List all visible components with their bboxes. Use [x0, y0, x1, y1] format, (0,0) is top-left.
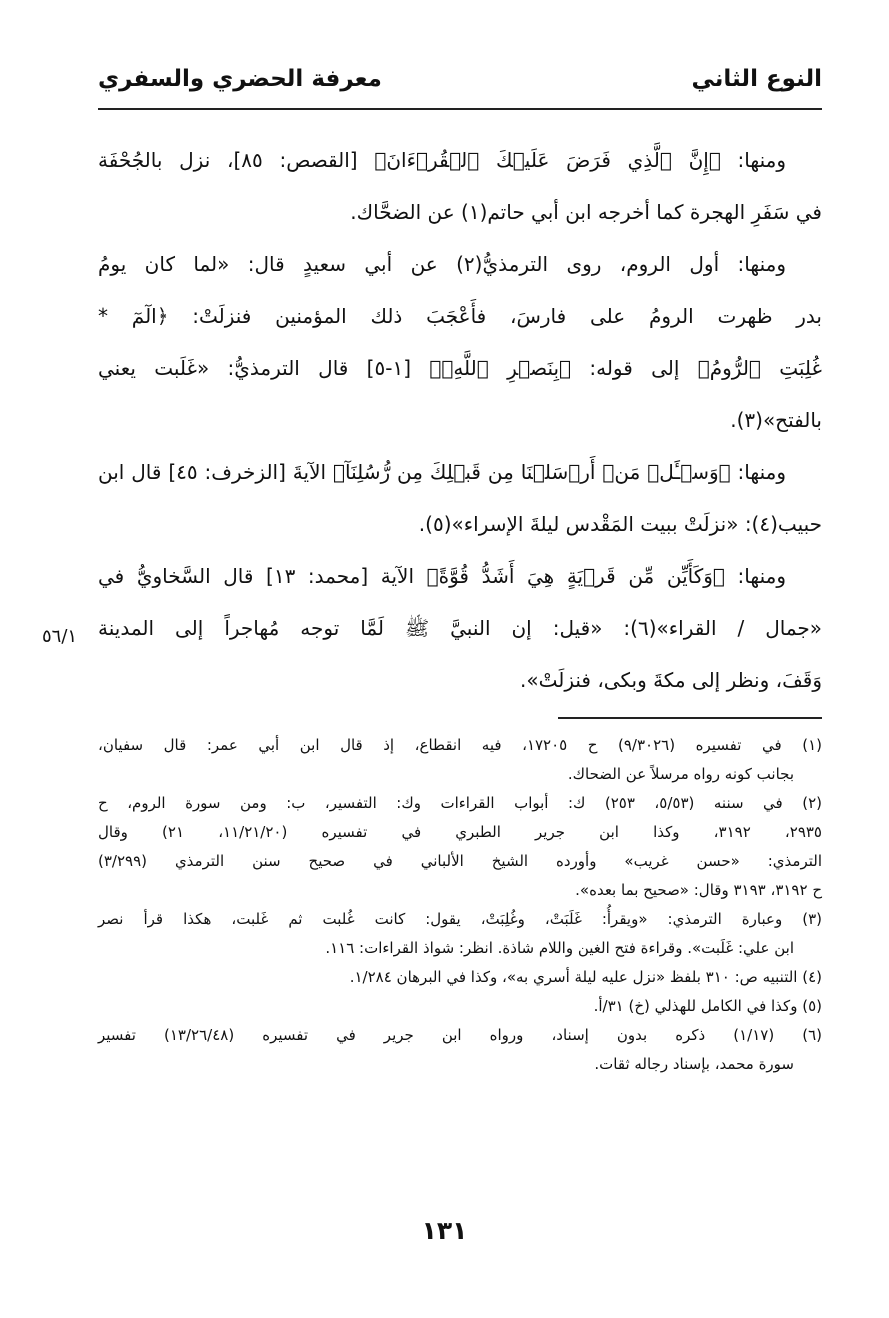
margin-reference: ٥٦/١	[42, 626, 78, 647]
footnote-line: (٥) وكذا في الكامل للهذلي (خ) ٣١/أ.	[593, 997, 822, 1015]
footnote-line: (١) في تفسيره (٩/٣٠٢٦) ح ١٧٢٠٥، فيه انقطاع، إذ قال ابن أبي عمر: قال سفيان،	[98, 736, 822, 754]
main-text	[98, 134, 822, 706]
body-line: وَقَفَ، ونظر إلى مكةَ وبكى، فنزلَتْ».	[520, 668, 822, 692]
body-line: «جمال / القراء»(٦): «قيل: إن النبيَّ ﷺ لَمَّا توجه مُهاجراً إلى المدينة	[98, 616, 822, 640]
body-line: بدر ظهرت الرومُ على فارسَ، فأَعْجَبَ ذلك المؤمنين فنزلَتْ: ﴿الٓمٓ *	[98, 304, 822, 328]
footnote-line: ٢٩٣٥، ٣١٩٢، وكذا ابن جرير الطبري في تفسيره (١١/٢١/٢٠، ٢١) وقال	[98, 823, 822, 841]
body-line: بالفتح»(٣).	[730, 408, 822, 432]
body-line: في سَفَرِ الهجرة كما أخرجه ابن أبي حاتم(١) عن الضحَّاك.	[350, 200, 822, 224]
body-line: ومنها: ﴿وَكَأَيِّن مِّن قَرۡيَةٍ هِيَ أَشَدُّ قُوَّةً﴾ الآية [محمد: ١٣] قال السَّخاويُّ في	[98, 564, 786, 588]
footnote-line: سورة محمد، بإسناد رجاله ثقات.	[594, 1055, 794, 1073]
page-number: ١٣١	[421, 1216, 468, 1245]
footnote-line: (٣) وعبارة الترمذي: «ويقرأُ: غَلَبَتْ، وغُلِبَتْ، يقول: كانت غُلبت ثم غَلبت، هكذا قرأ نصر	[98, 910, 822, 928]
running-header	[98, 66, 822, 108]
footnote-line: ابن علي: غَلَبت». وقراءة فتح الغين واللام شاذة. انظر: شواذ القراءات: ١١٦.	[325, 939, 794, 957]
header-divider	[98, 108, 822, 110]
body-line: ومنها: ﴿وَسۡـَٔلۡ مَنۡ أَرۡسَلۡنَا مِن قَبۡلِكَ مِن رُّسُلِنَآ﴾ الآيةَ [الزخرف: ٤٥] قال ابن	[98, 460, 786, 484]
body-line: غُلِبَتِ ٱلرُّومُ﴾ إلى قوله: ﴿بِنَصۡرِ ٱللَّهِۚ﴾ [١-٥] قال الترمذيُّ: «غَلَبت يعني	[98, 356, 823, 380]
footnote-line: ح ٣١٩٢، ٣١٩٣ وقال: «صحيح بما بعده».	[575, 881, 822, 899]
footnote-line: الترمذي: «حسن غريب» وأورده الشيخ الألباني في صحيح سنن الترمذي (٣/٢٩٩)	[98, 852, 822, 870]
body-line: حبيب(٤): «نزلَتْ ببيت المَقْدس ليلةَ الإسراء»(٥).	[418, 512, 822, 536]
header-chapter-title: النوع الثاني	[691, 66, 822, 92]
footnote-line: بجانب كونه رواه مرسلاً عن الضحاك.	[567, 765, 794, 783]
footnote-line: (٤) التنبيه ص: ٣١٠ بلفظ «نزل عليه ليلة أسري به»، وكذا في البرهان ١/٢٨٤.	[349, 968, 822, 986]
footnote-line: (٢) في سننه (٥/٥٣، ٢٥٣) ك: أبواب القراءات وك: التفسير، ب: ومن سورة الروم، ح	[98, 794, 823, 812]
footnotes	[98, 731, 822, 1079]
body-line: ومنها: ﴿إِنَّ ٱلَّذِي فَرَضَ عَلَيۡكَ ٱلۡقُرۡءَانَ﴾ [القصص: ٨٥]، نزل بالجُحْفَة	[98, 148, 786, 172]
body-line: ومنها: أول الروم، روى الترمذيُّ(٢) عن أبي سعيدٍ قال: «لما كان يومُ	[98, 252, 786, 276]
header-section-title: معرفة الحضري والسفري	[98, 66, 382, 92]
footnote-divider	[558, 717, 822, 719]
footnote-line: (٦) (١/١٧) ذكره بدون إسناد، ورواه ابن جرير في تفسيره (١٣/٢٦/٤٨) تفسير	[98, 1026, 822, 1044]
